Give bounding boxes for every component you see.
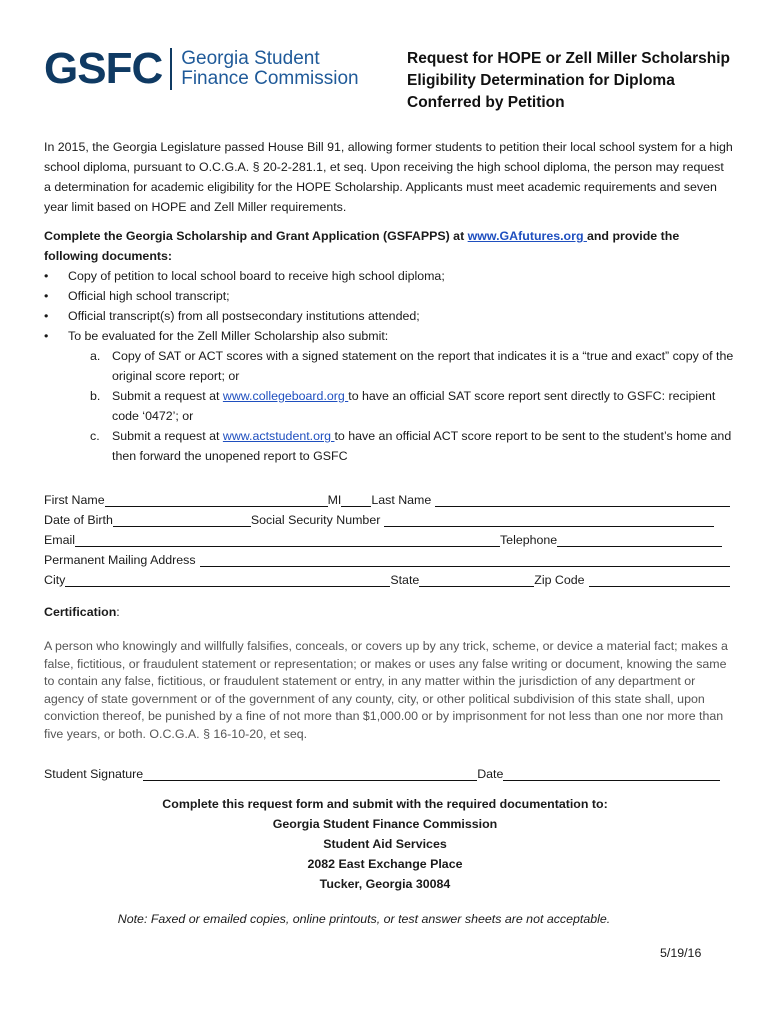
- documents-list: [44, 266, 734, 346]
- address-row: [44, 547, 730, 567]
- submission-address: [0, 794, 770, 894]
- list-letter: c.: [90, 429, 100, 443]
- list-letter: a.: [90, 349, 101, 363]
- list-item: [44, 346, 734, 386]
- name-row: [44, 487, 730, 507]
- last-name-label: Last Name: [371, 493, 432, 507]
- dob-field[interactable]: [113, 513, 251, 527]
- logo-name-line2: Finance Commission: [181, 68, 359, 89]
- gsfc-logo: [44, 44, 359, 94]
- mi-field[interactable]: [341, 493, 371, 507]
- zip-field[interactable]: [589, 573, 730, 587]
- signature-label: Student Signature: [44, 767, 144, 781]
- date-field[interactable]: [503, 767, 720, 781]
- address-label: Permanent Mailing Address: [44, 553, 196, 567]
- submit-instruction: Complete this request form and submit with the required documentation to:: [162, 797, 608, 811]
- instructions-lead-text: Complete the Georgia Scholarship and Grant Application (GSFAPPS) at: [44, 229, 468, 243]
- list-item: • Official transcript(s) from all postsecondary institutions attended;: [44, 306, 734, 326]
- ssn-label: Social Security Number: [250, 513, 381, 527]
- certification-heading: [44, 605, 120, 619]
- first-name-label: First Name: [44, 493, 105, 507]
- address-field[interactable]: [200, 553, 730, 567]
- revision-date: 5/19/16: [660, 946, 702, 960]
- instructions-lead-text-end: and provide the following documents:: [44, 229, 680, 263]
- gafutures-link[interactable]: www.GAfutures.org: [467, 229, 587, 243]
- email-field[interactable]: [75, 533, 500, 547]
- city-row: [44, 567, 730, 587]
- date-label: Date: [477, 767, 504, 781]
- dob-row: [44, 507, 730, 527]
- actstudent-link[interactable]: www.actstudent.org: [222, 429, 335, 443]
- mi-label: MI: [327, 493, 342, 507]
- telephone-field[interactable]: [557, 533, 722, 547]
- address-city: Tucker, Georgia 30084: [319, 877, 451, 891]
- list-item: • To be evaluated for the Zell Miller Scholarship also submit:: [44, 326, 734, 346]
- zell-miller-list: [44, 346, 734, 466]
- list-item-text-end: to have an official ACT score report to be sent to the student’s home and then forward the unopened report to GSFC: [112, 429, 732, 463]
- certification-heading-text: Certification: [44, 605, 117, 619]
- address-dept: Student Aid Services: [323, 837, 447, 851]
- city-label: City: [44, 573, 66, 587]
- signature-row: [44, 761, 720, 781]
- list-item: • Copy of petition to local school board to receive high school diploma;: [44, 266, 734, 286]
- list-item-text: Copy of SAT or ACT scores with a signed statement on the report that indicates it is a “true and exact” copy of the original score report; or: [112, 349, 734, 383]
- dob-label: Date of Birth: [44, 513, 113, 527]
- zip-label: Zip Code: [534, 573, 585, 587]
- collegeboard-link[interactable]: www.collegeboard.org: [222, 389, 349, 403]
- certification-heading-colon: :: [116, 605, 120, 619]
- first-name-field[interactable]: [105, 493, 328, 507]
- list-item-text-end: to have an official SAT score report sent directly to GSFC: recipient code ‘0472’; or: [112, 389, 716, 423]
- ssn-field[interactable]: [384, 513, 714, 527]
- instructions-lead: [44, 226, 734, 266]
- city-field[interactable]: [65, 573, 390, 587]
- list-item: [44, 426, 734, 466]
- list-item: • Official high school transcript;: [44, 286, 734, 306]
- note-text: Note: Faxed or emailed copies, online printouts, or test answer sheets are not acceptable.: [117, 912, 611, 926]
- certification-text: A person who knowingly and willfully falsifies, conceals, or covers up by any trick, scheme, or device a material fact; makes a false, fictitious, or fraudulent statement or representation; or makes or uses any false writing or document, knowing the same to contain any false, fictitious, or fraudulent statement or entry, in any matter within the jurisdiction of any department or agency of state government or of the government of any county, city, or other political subdivision of this state shall, upon conviction thereof, be punished by a fine of not more than $1,000.00 or by imprisonment for not less than one nor more than five years, or both. O.C.G.A. § 16-10-20, et seq.: [44, 639, 728, 741]
- logo-name-line1: Georgia Student: [181, 48, 320, 69]
- email-row: [44, 527, 730, 547]
- list-item-text: Submit a request at: [112, 429, 223, 443]
- applicant-fields: [44, 487, 730, 587]
- telephone-label: Telephone: [499, 533, 558, 547]
- list-letter: b.: [90, 389, 101, 403]
- address-street: 2082 East Exchange Place: [307, 857, 463, 871]
- logo-divider: [170, 48, 172, 90]
- list-item: [44, 386, 734, 426]
- intro-paragraph: In 2015, the Georgia Legislature passed House Bill 91, allowing former students to petition their local school system for a high school diploma, pursuant to O.C.G.A. § 20-2-281.1, et seq. Upon receiving the high school diploma, the person may request a determination for academic eligibility for the HOPE Scholarship. Applicants must meet academic requirements and seven year limit based on HOPE and Zell Miller requirements.: [44, 140, 733, 214]
- last-name-field[interactable]: [435, 493, 730, 507]
- form-title: Request for HOPE or Zell Miller Scholarship Eligibility Determination for Diploma Conferred by Petition: [407, 50, 730, 111]
- state-label: State: [390, 573, 420, 587]
- signature-field[interactable]: [143, 767, 477, 781]
- instructions-section: [44, 226, 734, 466]
- list-item-text: Submit a request at: [112, 389, 223, 403]
- state-field[interactable]: [419, 573, 534, 587]
- logo-mark: GSFC: [44, 44, 163, 93]
- address-org: Georgia Student Finance Commission: [272, 817, 498, 831]
- logo-name: [181, 49, 358, 89]
- email-label: Email: [44, 533, 75, 547]
